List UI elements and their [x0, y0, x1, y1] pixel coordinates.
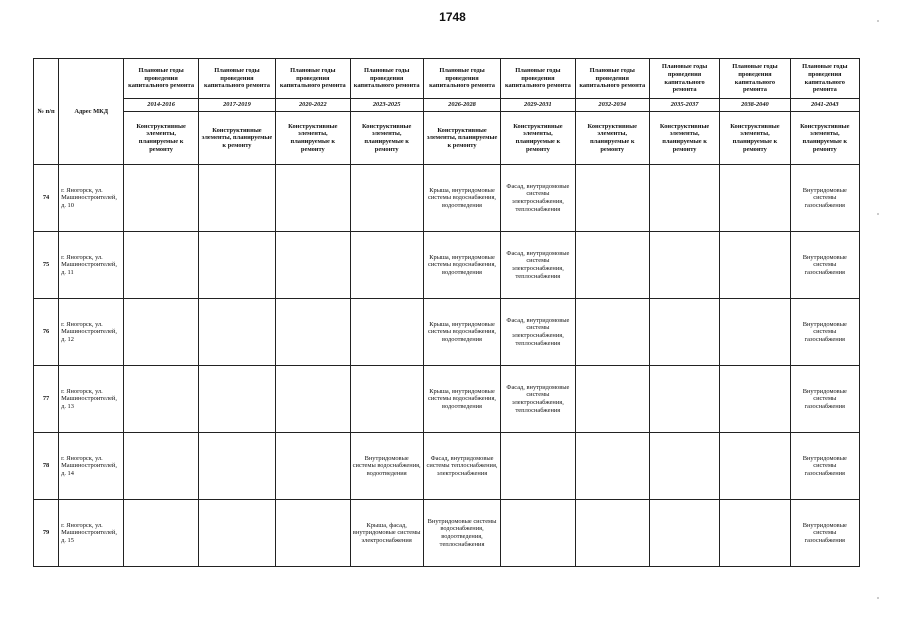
repair-elements-cell: [501, 500, 575, 567]
elements-header: Конструктивные элементы, планируемые к ремонту: [350, 112, 423, 165]
repair-elements-cell: [575, 299, 649, 366]
repair-elements-cell: [720, 433, 790, 500]
repair-elements-cell: [276, 433, 350, 500]
period-header: Плановые годы проведения капитального ремонта: [124, 59, 198, 99]
period-years: 2032-2034: [575, 99, 649, 112]
table-row: [34, 165, 860, 232]
repair-elements-cell: [575, 366, 649, 433]
repair-elements-cell: [720, 500, 790, 567]
repair-elements-cell: [720, 232, 790, 299]
repair-elements-cell: Крыша, внутридомовые системы водоснабжения, водоотведения: [423, 232, 500, 299]
period-years: 2017-2019: [198, 99, 275, 112]
period-header: Плановые годы проведения капитального ремонта: [790, 59, 859, 99]
repair-elements-cell: [276, 500, 350, 567]
period-years: 2014-2016: [124, 99, 198, 112]
period-years: 2041-2043: [790, 99, 859, 112]
repair-elements-cell: [649, 366, 719, 433]
repair-elements-cell: [198, 366, 275, 433]
scan-speck: [877, 597, 879, 599]
period-years: 2026-2028: [423, 99, 500, 112]
repair-elements-cell: [198, 232, 275, 299]
repair-elements-cell: [198, 165, 275, 232]
repair-elements-cell: [720, 165, 790, 232]
row-address: г. Яногорск, ул. Машиностроителей, д. 13: [59, 366, 124, 433]
table-row: [34, 232, 860, 299]
period-header: Плановые годы проведения капитального ремонта: [501, 59, 575, 99]
repair-elements-cell: [276, 165, 350, 232]
repair-elements-cell: [124, 299, 198, 366]
period-years: 2035-2037: [649, 99, 719, 112]
period-header: Плановые годы проведения капитального ремонта: [423, 59, 500, 99]
repair-elements-cell: Крыша, внутридомовые системы водоснабжения, водоотведения: [423, 165, 500, 232]
repair-elements-cell: Внутридомовые системы газоснабжения: [790, 433, 859, 500]
repair-elements-cell: Внутридомовые системы водоснабжения, водоотведения: [350, 433, 423, 500]
repair-elements-cell: [649, 232, 719, 299]
repair-elements-cell: [649, 500, 719, 567]
repair-elements-cell: [649, 433, 719, 500]
repair-elements-cell: [276, 299, 350, 366]
repair-elements-cell: Фасад, внутридомовые системы теплоснабжения, электроснабжения: [423, 433, 500, 500]
period-header: Плановые годы проведения капитального ремонта: [720, 59, 790, 99]
repair-elements-cell: Внутридомовые системы газоснабжения: [790, 165, 859, 232]
row-address: г. Яногорск, ул. Машиностроителей, д. 10: [59, 165, 124, 232]
repair-elements-cell: [575, 500, 649, 567]
elements-header: Конструктивные элементы, планируемые к ремонту: [575, 112, 649, 165]
row-number: 75: [34, 232, 59, 299]
repair-elements-cell: Внутридомовые системы газоснабжения: [790, 500, 859, 567]
table-row: [34, 299, 860, 366]
header-row-periods: [34, 59, 860, 99]
repair-elements-cell: [124, 433, 198, 500]
period-header: Плановые годы проведения капитального ремонта: [276, 59, 350, 99]
elements-header: Конструктивные элементы, планируемые к ремонту: [124, 112, 198, 165]
elements-header: Конструктивные элементы, планируемые к ремонту: [276, 112, 350, 165]
elements-header: Конструктивные элементы, планируемые к ремонту: [649, 112, 719, 165]
elements-header: Конструктивные элементы, планируемые к ремонту: [720, 112, 790, 165]
row-address: г. Яногорск, ул. Машиностроителей, д. 14: [59, 433, 124, 500]
repair-elements-cell: Внутридомовые системы газоснабжения: [790, 232, 859, 299]
period-header: Плановые годы проведения капитального ремонта: [649, 59, 719, 99]
row-address: г. Яногорск, ул. Машиностроителей, д. 11: [59, 232, 124, 299]
repair-elements-cell: [276, 232, 350, 299]
scan-speck: [877, 20, 879, 22]
repair-elements-cell: [124, 500, 198, 567]
repair-elements-cell: [501, 433, 575, 500]
repair-elements-cell: Фасад, внутридомовые системы электроснабжения, теплоснабжения: [501, 366, 575, 433]
elements-header: Конструктивные элементы, планируемые к ремонту: [423, 112, 500, 165]
row-address: г. Яногорск, ул. Машиностроителей, д. 12: [59, 299, 124, 366]
repair-elements-cell: Фасад, внутридомовые системы электроснабжения, теплоснабжения: [501, 165, 575, 232]
elements-header: Конструктивные элементы, планируемые к ремонту: [501, 112, 575, 165]
repair-elements-cell: [575, 433, 649, 500]
repair-elements-cell: Внутридомовые системы газоснабжения: [790, 366, 859, 433]
repair-elements-cell: [649, 165, 719, 232]
repair-elements-cell: [350, 232, 423, 299]
table-row: [34, 433, 860, 500]
row-address: г. Яногорск, ул. Машиностроителей, д. 15: [59, 500, 124, 567]
period-header: Плановые годы проведения капитального ремонта: [350, 59, 423, 99]
repair-elements-cell: [575, 165, 649, 232]
period-header: Плановые годы проведения капитального ремонта: [575, 59, 649, 99]
table-row: [34, 366, 860, 433]
period-years: 2020-2022: [276, 99, 350, 112]
row-number: 78: [34, 433, 59, 500]
header-row-years: [34, 99, 860, 112]
repair-elements-cell: [124, 165, 198, 232]
repair-elements-cell: [124, 366, 198, 433]
period-years: 2029-2031: [501, 99, 575, 112]
repair-elements-cell: [198, 299, 275, 366]
header-row-elements: [34, 112, 860, 165]
repair-elements-cell: Внутридомовые системы водоснабжения, водоотведения, теплоснабжения: [423, 500, 500, 567]
row-number: 79: [34, 500, 59, 567]
repair-elements-cell: [124, 232, 198, 299]
repair-elements-cell: [350, 366, 423, 433]
row-number: 76: [34, 299, 59, 366]
elements-header: Конструктивные элементы, планируемые к ремонту: [198, 112, 275, 165]
repair-elements-cell: [350, 299, 423, 366]
header-num: № п/п: [34, 59, 59, 165]
scan-speck: [877, 213, 879, 215]
repair-elements-cell: [720, 299, 790, 366]
page-number: 1748: [439, 10, 466, 24]
repair-elements-cell: [649, 299, 719, 366]
repair-elements-cell: Внутридомовые системы газоснабжения: [790, 299, 859, 366]
period-years: 2023-2025: [350, 99, 423, 112]
repair-elements-cell: Фасад, внутридомовые системы электроснабжения, теплоснабжения: [501, 299, 575, 366]
repair-elements-cell: Фасад, внутридомовые системы электроснабжения, теплоснабжения: [501, 232, 575, 299]
row-number: 74: [34, 165, 59, 232]
repair-elements-cell: [575, 232, 649, 299]
period-header: Плановые годы проведения капитального ремонта: [198, 59, 275, 99]
repair-elements-cell: [198, 433, 275, 500]
repair-elements-cell: [276, 366, 350, 433]
elements-header: Конструктивные элементы, планируемые к ремонту: [790, 112, 859, 165]
repair-elements-cell: Крыша, фасад, внутридомовые системы электроснабжения: [350, 500, 423, 567]
repair-elements-cell: Крыша, внутридомовые системы водоснабжения, водоотведения: [423, 366, 500, 433]
row-number: 77: [34, 366, 59, 433]
period-years: 2038-2040: [720, 99, 790, 112]
repair-elements-cell: [350, 165, 423, 232]
table-row: [34, 500, 860, 567]
repair-elements-cell: [720, 366, 790, 433]
repair-elements-cell: [198, 500, 275, 567]
header-address: Адрес МКД: [59, 59, 124, 165]
repair-elements-cell: Крыша, внутридомовые системы водоснабжения, водоотведения: [423, 299, 500, 366]
capital-repair-table: [33, 58, 860, 567]
